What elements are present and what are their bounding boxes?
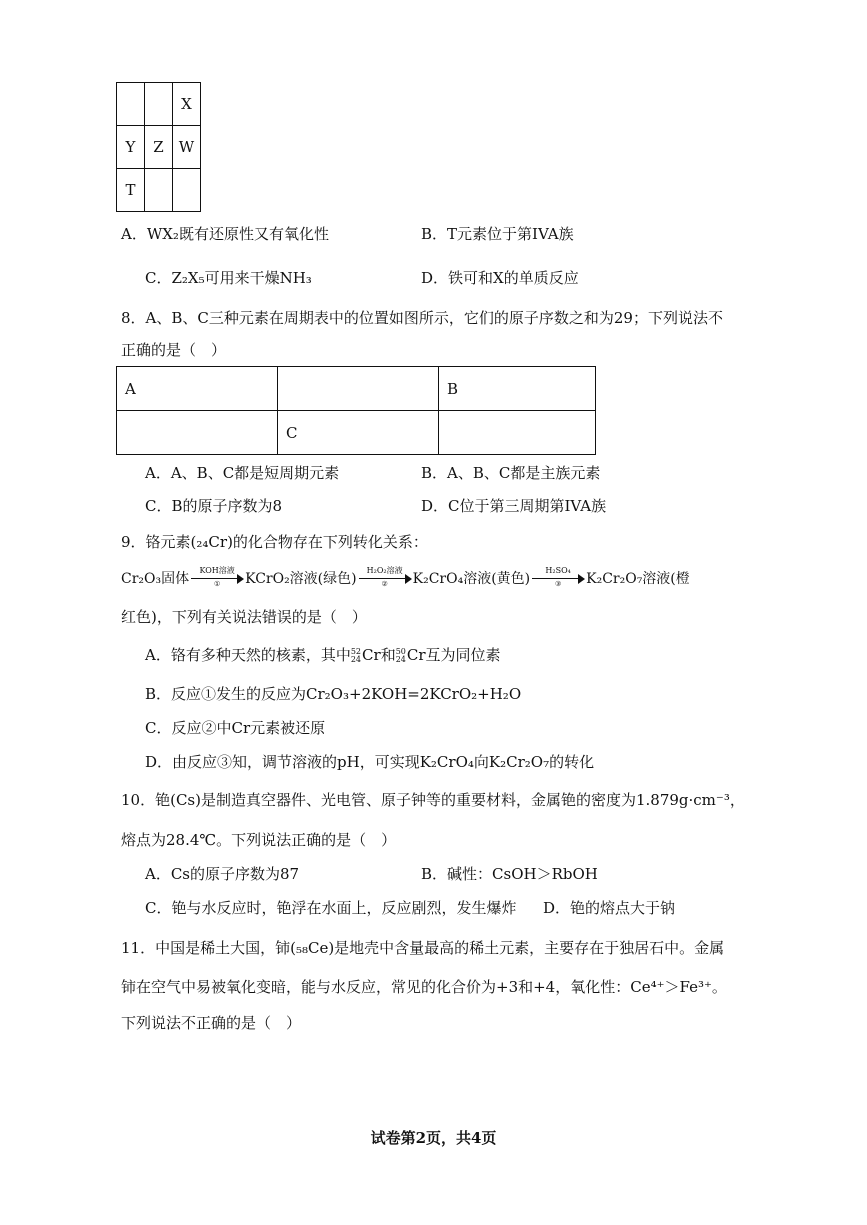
mass-number: 52 bbox=[350, 647, 362, 656]
q8-stem-cont: 正确的是（ ） bbox=[121, 341, 227, 359]
grid-cell: B bbox=[439, 367, 596, 411]
grid-cell: Y bbox=[117, 126, 145, 169]
element-position-grid-q8 bbox=[116, 366, 596, 455]
atomic-number: 24 bbox=[350, 655, 362, 664]
q8-option-c: C．B的原子序数为8 bbox=[145, 497, 283, 515]
q9-option-b: B．反应①发生的反应为Cr₂O₃+2KOH=2KCrO₂+H₂O bbox=[145, 685, 522, 703]
grid-cell bbox=[117, 411, 278, 455]
reaction-arrow-1 bbox=[189, 566, 245, 589]
q10-option-b: B．碱性：CsOH＞RbOH bbox=[421, 865, 598, 883]
q9-stem-cont: 红色)，下列有关说法错误的是（ ） bbox=[121, 608, 367, 626]
grid-cell: X bbox=[173, 83, 201, 126]
arrow-step: ③ bbox=[554, 580, 562, 588]
q10-stem-cont: 熔点为28.4℃。下列说法正确的是（ ） bbox=[121, 831, 397, 849]
q7-option-b: B．T元素位于第IVA族 bbox=[421, 225, 574, 243]
q7-option-a: A．WX₂既有还原性又有氧化性 bbox=[121, 225, 329, 243]
arrow-step: ② bbox=[381, 580, 388, 588]
q9-conversion-chain bbox=[121, 566, 690, 589]
option-text: 互为同位素 bbox=[425, 646, 501, 664]
q9-option-c: C．反应②中Cr元素被还原 bbox=[145, 719, 326, 737]
q9-stem: 9．铬元素(₂₄Cr)的化合物存在下列转化关系： bbox=[121, 533, 428, 551]
grid-cell bbox=[278, 367, 439, 411]
grid-cell bbox=[145, 169, 173, 212]
arrow-condition: H₂O₂溶液 bbox=[366, 566, 403, 575]
isotope-notation bbox=[351, 648, 361, 664]
grid-cell: A bbox=[117, 367, 278, 411]
isotope-notation bbox=[396, 648, 406, 664]
chain-species: K₂Cr₂O₇溶液(橙 bbox=[586, 571, 690, 587]
q8-option-d: D．C位于第三周期第IVA族 bbox=[421, 497, 607, 515]
q11-stem-cont-2: 下列说法不正确的是（ ） bbox=[121, 1014, 302, 1032]
q10-option-c: C．铯与水反应时，铯浮在水面上，反应剧烈，发生爆炸 bbox=[145, 899, 517, 917]
grid-cell: T bbox=[117, 169, 145, 212]
grid-cell bbox=[145, 83, 173, 126]
q9-option-a bbox=[145, 645, 501, 665]
chain-species: Cr₂O₃固体 bbox=[121, 571, 190, 587]
q10-option-d: D．铯的熔点大于钠 bbox=[543, 899, 676, 917]
q9-option-d: D．由反应③知，调节溶液的pH，可实现K₂CrO₄向K₂Cr₂O₇的转化 bbox=[145, 753, 595, 771]
option-text: A．铬有多种天然的核素，其中 bbox=[145, 646, 351, 664]
arrow-condition: KOH溶液 bbox=[199, 566, 235, 575]
q7-option-d: D．铁可和X的单质反应 bbox=[421, 269, 579, 287]
arrow-step: ① bbox=[213, 580, 221, 588]
q10-stem: 10．铯(Cs)是制造真空器件、光电管、原子钟等的重要材料，金属铯的密度为1.879g·cm⁻³， bbox=[121, 791, 745, 809]
grid-cell bbox=[173, 169, 201, 212]
element-position-grid-q7 bbox=[116, 82, 201, 212]
page-footer: 试卷第2页，共4页 bbox=[370, 1129, 497, 1147]
q8-stem: 8．A、B、C三种元素在周期表中的位置如图所示，它们的原子序数之和为29；下列说法不 bbox=[121, 309, 723, 327]
reaction-arrow-2 bbox=[357, 566, 413, 589]
element-symbol: Cr bbox=[406, 646, 426, 664]
chain-species: KCrO₂溶液(绿色) bbox=[245, 571, 357, 587]
q8-option-a: A．A、B、C都是短周期元素 bbox=[145, 464, 340, 482]
grid-cell bbox=[439, 411, 596, 455]
chain-species: K₂CrO₄溶液(黄色) bbox=[412, 571, 531, 587]
grid-cell: C bbox=[278, 411, 439, 455]
reaction-arrow-3 bbox=[530, 566, 586, 589]
q7-option-c: C．Z₂X₅可用来干燥NH₃ bbox=[145, 269, 312, 287]
q11-stem: 11．中国是稀土大国，铈(₅₈Ce)是地壳中含量最高的稀土元素，主要存在于独居石中。金属 bbox=[121, 939, 725, 957]
q11-stem-cont: 铈在空气中易被氧化变暗，能与水反应，常见的化合价为+3和+4，氧化性：Ce⁴⁺＞Fe³⁺。 bbox=[121, 978, 727, 996]
option-text: 和 bbox=[380, 646, 396, 664]
grid-cell: Z bbox=[145, 126, 173, 169]
q10-option-a: A．Cs的原子序数为87 bbox=[145, 865, 300, 883]
grid-cell: W bbox=[173, 126, 201, 169]
grid-cell bbox=[117, 83, 145, 126]
element-symbol: Cr bbox=[362, 646, 381, 664]
atomic-number: 24 bbox=[395, 655, 406, 664]
mass-number: 50 bbox=[395, 647, 406, 656]
q8-option-b: B．A、B、C都是主族元素 bbox=[421, 464, 601, 482]
arrow-condition: H₂SO₄ bbox=[545, 566, 571, 575]
